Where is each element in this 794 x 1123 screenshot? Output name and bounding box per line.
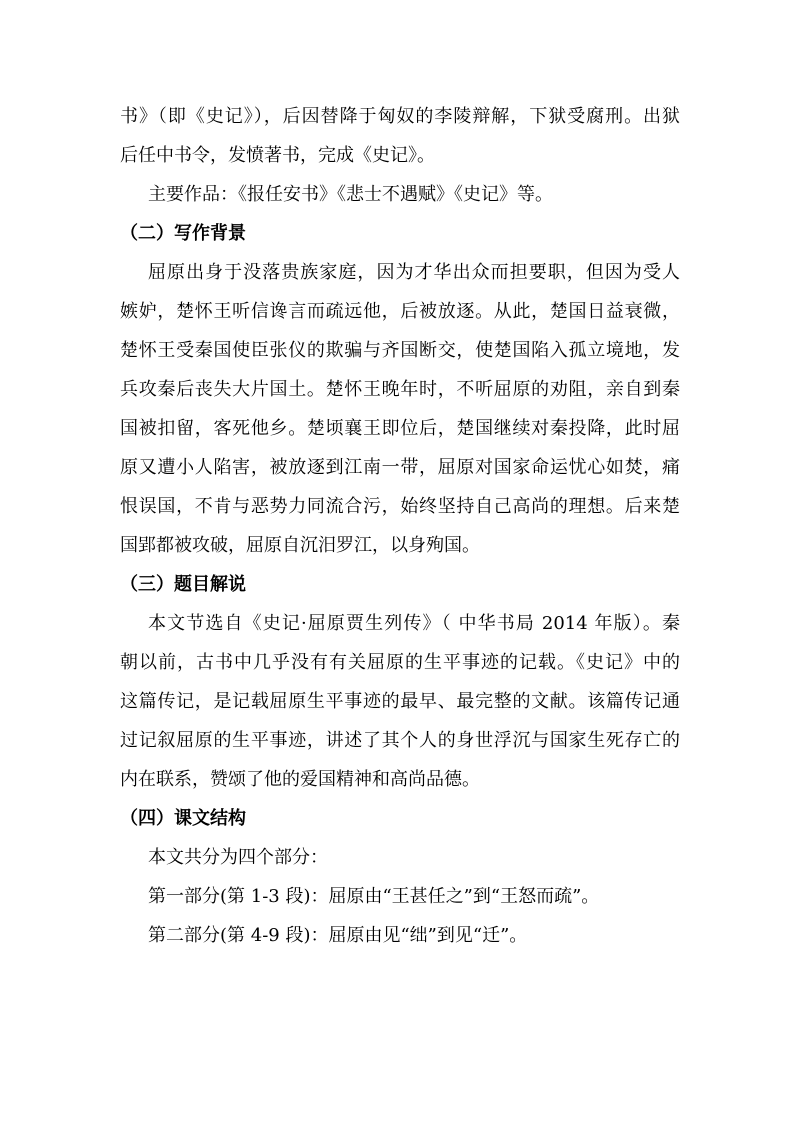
intro-line-2: 后任中书令，发愤著书，完成《史记》。 <box>120 145 435 166</box>
section-heading-text-structure: （四）课文结构 <box>120 808 246 829</box>
paragraph-line: 恨误国，不肯与恶势力同流合污，始终坚持自己高尚的理想。后来楚 <box>120 496 680 517</box>
paragraph-line: 本文节选自《史记·屈原贾生列传》（ 中华书局 2014 年版）。秦 <box>148 613 680 634</box>
structure-intro-line: 本文共分为四个部分： <box>148 847 328 868</box>
structure-part-1-line: 第一部分(第 1-3 段)：屈原由“王甚任之”到“王怒而疏”。 <box>148 886 600 907</box>
paragraph-line: 这篇传记，是记载屈原生平事迹的最早、最完整的文献。该篇传记通 <box>120 691 680 712</box>
section-heading-background: （二）写作背景 <box>120 223 246 244</box>
document-page <box>120 97 680 955</box>
paragraph-line: 嫉妒，楚怀王听信谗言而疏远他，后被放逐。从此，楚国日益衰微， <box>120 301 680 322</box>
paragraph-line: 朝以前，古书中几乎没有有关屈原的生平事迹的记载。《史记》中的 <box>120 652 680 673</box>
structure-part-2-line: 第二部分(第 4-9 段)：屈原由见“绌”到见“迁”。 <box>148 925 528 946</box>
paragraph-line: 国郢都被攻破，屈原自沉汨罗江，以身殉国。 <box>120 535 480 556</box>
section-heading-title-explanation: （三）题目解说 <box>120 574 246 595</box>
paragraph-line: 屈原出身于没落贵族家庭，因为才华出众而担要职，但因为受人 <box>148 262 680 283</box>
intro-line-1: 书》（即《史记》），后因替降于匈奴的李陵辩解，下狱受腐刑。出狱 <box>120 106 680 127</box>
paragraph-line: 国被扣留，客死他乡。楚顷襄王即位后，楚国继续对秦投降，此时屈 <box>120 418 680 439</box>
paragraph-line: 原又遭小人陷害，被放逐到江南一带，屈原对国家命运忧心如焚，痛 <box>120 457 680 478</box>
paragraph-line: 内在联系，赞颂了他的爱国精神和高尚品德。 <box>120 769 480 790</box>
paragraph-line: 兵攻秦后丧失大片国土。楚怀王晚年时，不听屈原的劝阻，亲自到秦 <box>120 379 680 400</box>
paragraph-line: 过记叙屈原的生平事迹，讲述了其个人的身世浮沉与国家生死存亡的 <box>120 730 680 751</box>
paragraph-line: 楚怀王受秦国使臣张仪的欺骗与齐国断交，使楚国陷入孤立境地，发 <box>120 340 680 361</box>
works-line: 主要作品：《报任安书》《悲士不遇赋》《史记》等。 <box>148 184 553 205</box>
